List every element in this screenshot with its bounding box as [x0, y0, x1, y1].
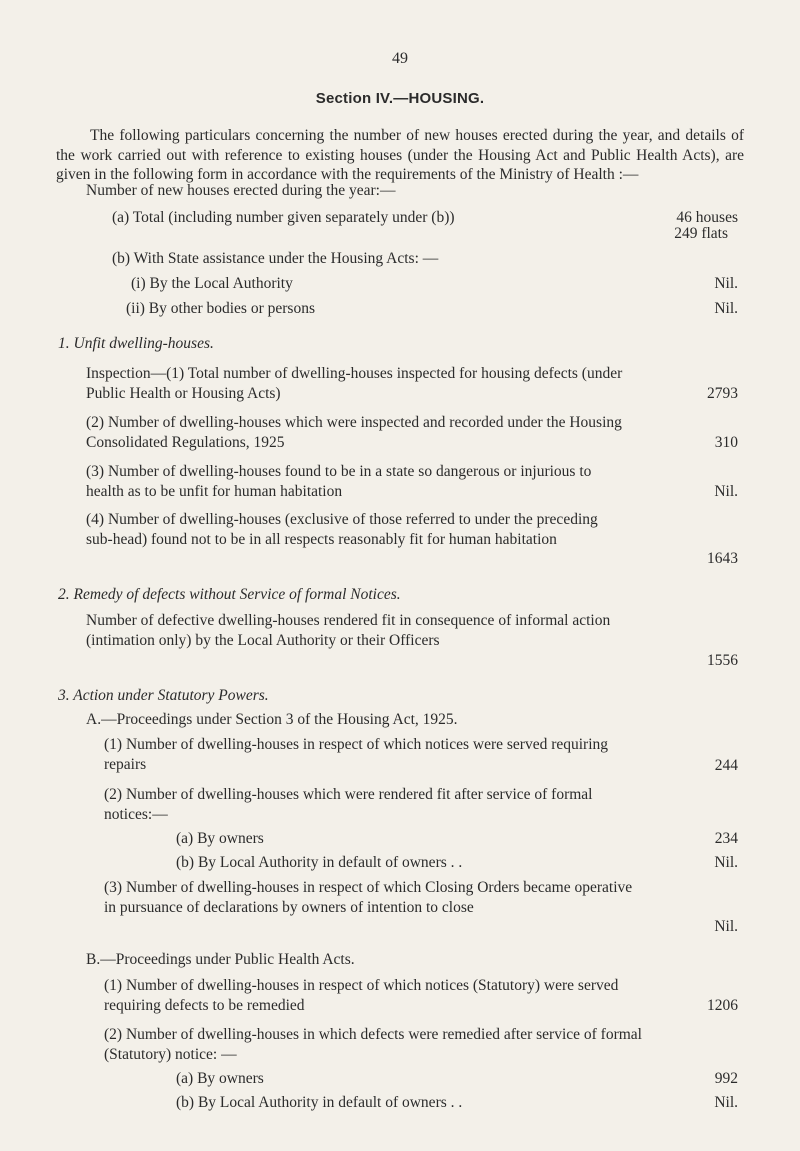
- section-1-item-3-text: (3) Number of dwelling-houses found to be in a state so dangerous or injurious to health as to be unfit for human habitation: [86, 463, 592, 500]
- section-3b-item-2-text: (2) Number of dwelling-houses in which defects were remedied after service of formal (Statutory) notice: —: [104, 1026, 642, 1063]
- section-3b-item-1-value: 1206: [707, 997, 738, 1014]
- section-3a-item-3-text: (3) Number of dwelling-houses in respect of which Closing Orders became operative in pursuance of declarations by owners of intention to close: [104, 879, 633, 916]
- section-3a-item-1-text: (1) Number of dwelling-houses in respect of which notices were served requiring repairs: [104, 736, 609, 773]
- section-1-item-2-value: 310: [714, 434, 738, 451]
- new-houses-b-i-value: Nil.: [714, 275, 738, 292]
- section-2-heading: 2. Remedy of defects without Service of formal Notices.: [58, 586, 401, 603]
- section-3a-item-2a-label: (a) By owners: [176, 830, 264, 847]
- section-3a-item-2a-value: 234: [714, 830, 738, 847]
- new-houses-a-label: (a) Total (including number given separately under (b)): [112, 209, 455, 226]
- section-3-heading: 3. Action under Statutory Powers.: [58, 687, 269, 704]
- section-1-item-3-value: Nil.: [714, 483, 738, 500]
- section-1-item-1-value: 2793: [707, 385, 738, 402]
- section-3b-item-1-text: (1) Number of dwelling-houses in respect of which notices (Statutory) were served requiring defects to be remedied: [104, 977, 619, 1014]
- section-3a-item-2b-value: Nil.: [714, 854, 738, 871]
- new-houses-heading: Number of new houses erected during the year:—: [86, 182, 396, 199]
- section-1-item-4-value: 1643: [707, 550, 738, 567]
- new-houses-b-label: (b) With State assistance under the Housing Acts: —: [112, 250, 439, 267]
- new-houses-a-value-flats: 249 flats: [674, 225, 728, 242]
- section-1-item-1-text: Inspection—(1) Total number of dwelling-houses inspected for housing defects (under Public Health or Housing Acts): [86, 365, 623, 402]
- section-1-item-2-text: (2) Number of dwelling-houses which were inspected and recorded under the Housing Consolidated Regulations, 1925: [86, 414, 622, 451]
- section-title: Section IV.—HOUSING.: [315, 90, 485, 107]
- intro-paragraph: The following particulars concerning the number of new houses erected during the year, and details of the work carried out with reference to existing houses (under the Housing Act and Public Health Acts), are given in the following form in accordance with the requirements of the Ministry of Health :—: [56, 127, 744, 183]
- section-2-text: Number of defective dwelling-houses rendered fit in consequence of informal action (intimation only) by the Local Authority or their Officers: [86, 612, 611, 649]
- section-1-item-4-text: (4) Number of dwelling-houses (exclusive of those referred to under the preceding sub-head) found not to be in all respects reasonably fit for human habitation: [86, 511, 598, 548]
- section-3a-item-1-value: 244: [714, 757, 738, 774]
- section-3a-item-2b-label: (b) By Local Authority in default of owners . .: [176, 854, 463, 871]
- section-2-value: 1556: [707, 652, 738, 669]
- new-houses-b-i-label: (i) By the Local Authority: [131, 275, 293, 292]
- section-3b-item-2b-label: (b) By Local Authority in default of owners . .: [176, 1094, 463, 1111]
- section-3a-heading: A.—Proceedings under Section 3 of the Housing Act, 1925.: [86, 711, 458, 728]
- section-3a-item-3-value: Nil.: [714, 918, 738, 935]
- page-number: 49: [392, 50, 408, 67]
- new-houses-b-ii-label: (ii) By other bodies or persons: [126, 300, 315, 317]
- section-3b-heading: B.—Proceedings under Public Health Acts.: [86, 951, 355, 968]
- new-houses-b-ii-value: Nil.: [714, 300, 738, 317]
- section-3a-item-2-text: (2) Number of dwelling-houses which were rendered fit after service of formal notices:—: [104, 786, 593, 823]
- section-1-heading: 1. Unfit dwelling-houses.: [58, 335, 214, 352]
- section-3b-item-2b-value: Nil.: [714, 1094, 738, 1111]
- section-3b-item-2a-label: (a) By owners: [176, 1070, 264, 1087]
- new-houses-a-value-houses: 46 houses: [676, 209, 738, 226]
- section-3b-item-2a-value: 992: [714, 1070, 738, 1087]
